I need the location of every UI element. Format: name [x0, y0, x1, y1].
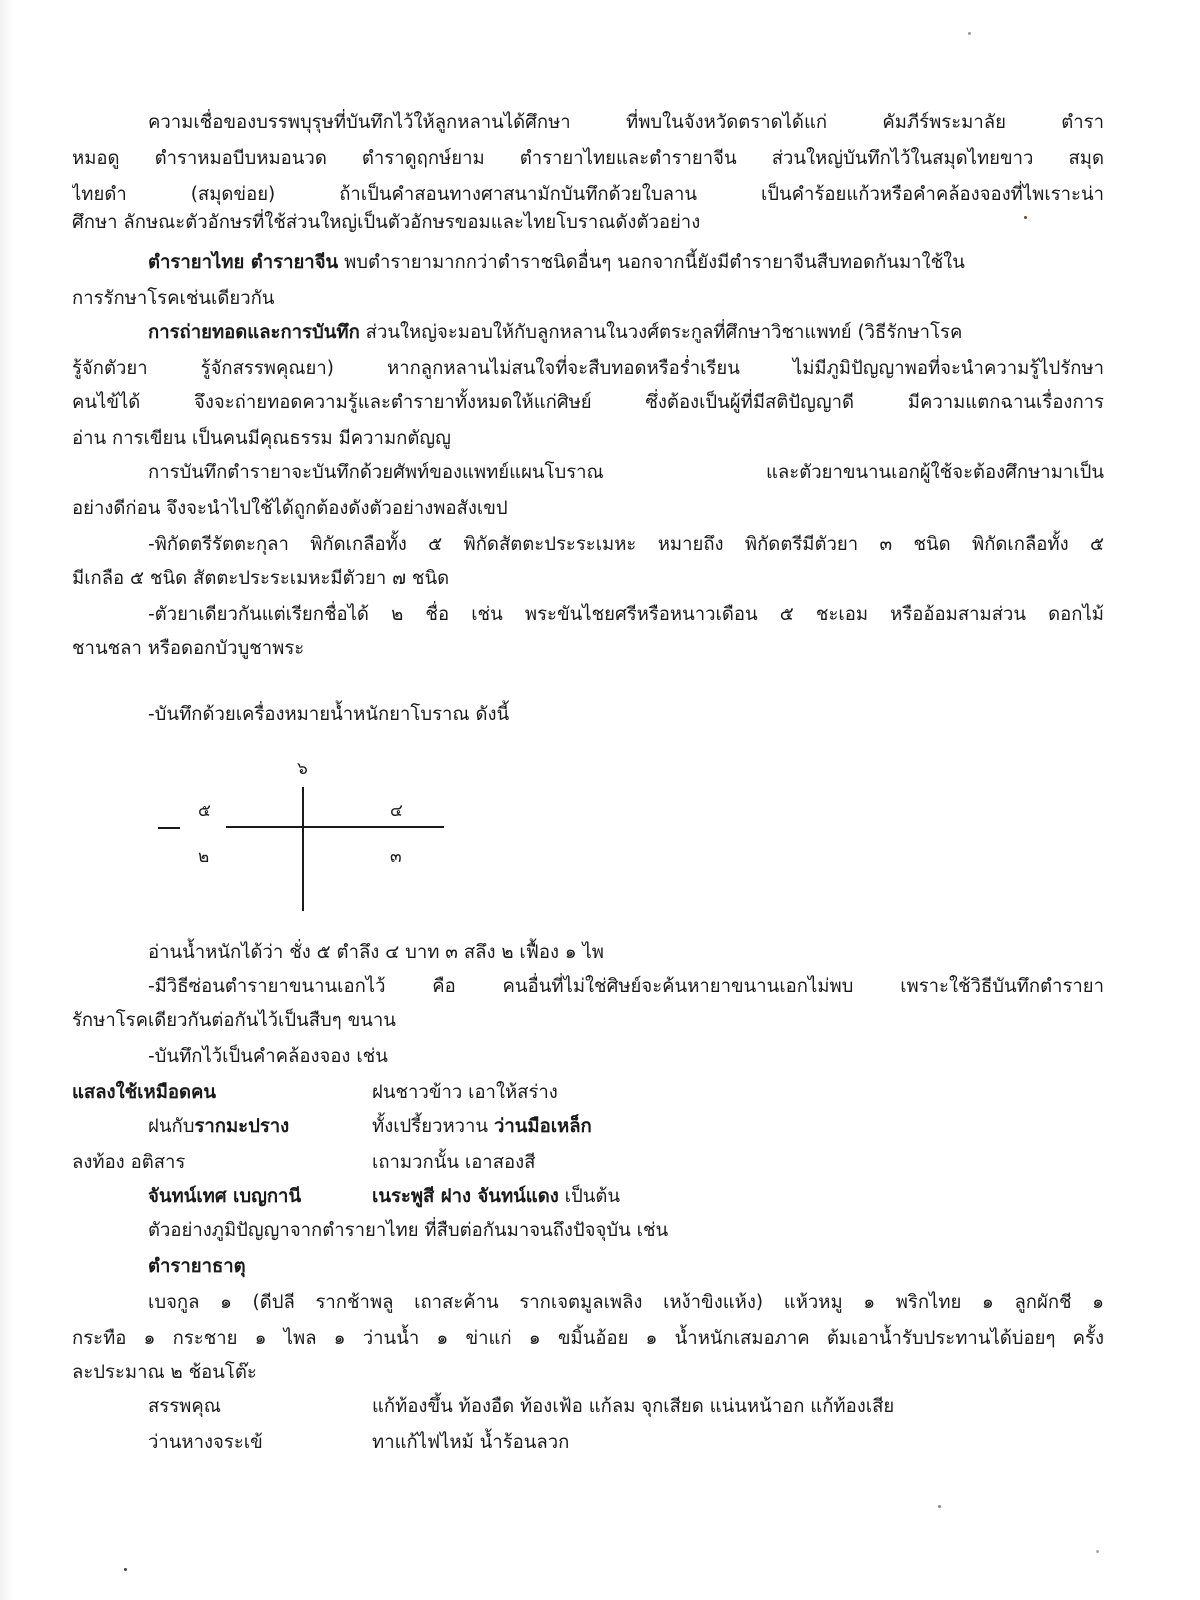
verse-4-right	[372, 1180, 620, 1214]
p1-line-4: ศึกษา ลักษณะตัวอักษรที่ใช้ส่วนใหญ่เป็นตัวอักษรขอมและไทยโบราณดังตัวอย่าง	[72, 212, 701, 233]
scan-speck	[124, 1568, 127, 1571]
verse-3-left: ลงท้อง อติสาร	[72, 1152, 186, 1173]
scan-speck	[1024, 216, 1027, 219]
diagram-right: ๔	[390, 801, 403, 821]
prop-2-label: ว่านหางจระเข้	[148, 1432, 263, 1453]
p4-line-1: การบันทึกตำรายาจะบันทึกด้วยศัพท์ของแพทย์แผนโบราณ และตัวยาขนานเอกผู้ใช้จะต้องศึกษามาเป็น	[148, 462, 1104, 483]
p2-text: พบตำรายามากกว่าตำราชนิดอื่นๆ นอกจากนี้ยังมีตำรายาจีนสืบทอดกันมาใช้ใน	[338, 252, 965, 273]
p3-line-4: อ่าน การเขียน เป็นคนมีคุณธรรม มีความกตัญญู	[72, 428, 451, 449]
p6-line-1: -ตัวยาเดียวกันแต่เรียกชื่อได้ ๒ ชื่อ เช่น พระขันไชยศรีหรือหนาวเดือน ๕ ชะเอม หรืออ้อมสามส่วน ดอกไม้	[148, 604, 1104, 625]
p13-line-2: กระทือ ๑ กระชาย ๑ ไพล ๑ ว่านน้ำ ๑ ข่าแก่ ๑ ขมิ้นอ้อย ๑ น้ำหนักเสมอภาค ต้มเอาน้ำรับประทานได้บ่อยๆ ครั้ง	[72, 1328, 1104, 1349]
p1-line-1: ความเชื่อของบรรพบุรุษที่บันทึกไว้ให้ลูกหลานได้ศึกษา ที่พบในจังหวัดตราดได้แก่ คัมภีร์พระมาลัย ตำรา	[148, 112, 1104, 133]
verse-3-right: เถามวกนั้น เอาสองสี	[372, 1152, 536, 1173]
p13-line-3: ละประมาณ ๒ ช้อนโต๊ะ	[72, 1362, 257, 1383]
prop-2-value: ทาแก้ไฟไหม้ น้ำร้อนลวก	[372, 1432, 570, 1453]
prop-1-value: แก้ท้องขึ้น ท้องอืด ท้องเฟ้อ แก้ลม จุกเสียด แน่นหน้าอก แก้ท้องเสีย	[372, 1396, 895, 1417]
p5-line-1: -พิกัดตรีรัตตะกุลา พิกัดเกลือทั้ง ๕ พิกัดสัตตะประระเมหะ หมายถึง พิกัดตรีมีตัวยา ๓ ชนิด พิกัดเกลือทั้ง ๕	[148, 534, 1104, 555]
p3-text: ส่วนใหญ่จะมอบให้กับลูกหลานในวงศ์ตระกูลที่ศึกษาวิชาแพทย์ (วิธีรักษาโรค	[359, 322, 963, 343]
verse-1-right: ฝนชาวข้าว เอาให้สร่าง	[372, 1082, 558, 1103]
weight-diagram-lines	[150, 765, 470, 925]
p2-line-1	[148, 246, 1104, 280]
p13-line-1: เบจกูล ๑ (ดีปลี รากช้าพลู เถาสะค้าน รากเจตมูลเพลิง เหง้าขิงแห้ง) แห้วหมู ๑ พริกไทย ๑ ลูกผักชี ๑	[148, 1292, 1104, 1313]
verse-2-left-bold: รากมะปราง	[194, 1116, 290, 1137]
verse-4-right-a: เนระพูสี ฝาง จันทน์แดง	[372, 1186, 559, 1207]
p1-line-2: หมอดู ตำราหมอบีบหมอนวด ตำราดูฤกษ์ยาม ตำรายาไทยและตำรายาจีน ส่วนใหญ่บันทึกไว้ในสมุดไทยขาว สมุด	[72, 148, 1104, 169]
p3-line-2: รู้จักตัวยา รู้จักสรรพคุณยา) หากลูกหลานไม่สนใจที่จะสืบทอดหรือร่ำเรียน ไม่มีภูมิปัญญาพอที่จะนำความรู้ไปรักษา	[72, 358, 1104, 379]
p7-line: -บันทึกด้วยเครื่องหมายน้ำหนักยาโบราณ ดังนี้	[148, 704, 510, 725]
p12-heading: ตำรายาธาตุ	[148, 1256, 246, 1277]
verse-4-left: จันทน์เทศ เบญกานี	[148, 1186, 302, 1207]
p3-line-1	[148, 316, 1104, 350]
verse-2-right-a: ทั้งเปรี้ยวหวาน	[372, 1116, 494, 1137]
p8-line: อ่านน้ำหนักได้ว่า ชั่ง ๕ ตำลึง ๔ บาท ๓ สลึง ๒ เฟื้อง ๑ ไพ	[148, 942, 605, 963]
scan-speck	[968, 32, 971, 35]
verse-2-right	[372, 1110, 592, 1144]
scan-speck	[938, 1505, 941, 1508]
p2-line-2: การรักษาโรคเช่นเดียวกัน	[72, 288, 275, 309]
p4-line-2: อย่างดีก่อน จึงจะนำไปใช้ได้ถูกต้องดังตัวอย่างพอสังเขป	[72, 498, 508, 519]
scan-speck	[1096, 1550, 1099, 1553]
p11-line: ตัวอย่างภูมิปัญญาจากตำรายาไทย ที่สืบต่อกันมาจนถึงปัจจุบัน เช่น	[148, 1220, 669, 1241]
p6-line-2: ชานชลา หรือดอกบัวบูชาพระ	[72, 638, 305, 659]
diagram-left: ๕	[198, 801, 211, 821]
prop-1-label: สรรพคุณ	[148, 1396, 221, 1417]
verse-2-left: ฝนกับรากมะปราง	[148, 1116, 290, 1137]
p3-line-3: คนไข้ได้ จึงจะถ่ายทอดความรู้และตำรายาทั้งหมดให้แก่ศิษย์ ซึ่งต้องเป็นผู้ที่มีสติปัญญาดี มีความแตกฉานเรื่องการ	[72, 392, 1104, 413]
p5-line-2: มีเกลือ ๕ ชนิด สัตตะประระเมหะมีตัวยา ๗ ชนิด	[72, 568, 450, 589]
diagram-top: ๖	[297, 759, 308, 779]
verse-1-left: แสลงใช้เหมือดคน	[72, 1082, 217, 1103]
p1-line-3: ไทยดำ (สมุดข่อย) ถ้าเป็นคำสอนทางศาสนามักบันทึกด้วยใบลาน เป็นคำร้อยแก้วหรือคำคล้องจองที่ไพเราะน่า	[72, 184, 1104, 205]
p9-line-2: รักษาโรคเดียวกันต่อกันไว้เป็นสืบๆ ขนาน	[72, 1010, 396, 1031]
scan-edge-shadow	[0, 0, 14, 1600]
diagram-bottom-right: ๓	[390, 847, 402, 867]
p9-line-1: -มีวิธีซ่อนตำรายาขนานเอกไว้ คือ คนอื่นที่ไม่ใช่ศิษย์จะค้นหายาขนานเอกไม่พบ เพราะใช้วิธีบันทึกตำรายา	[148, 976, 1104, 997]
p3-heading: การถ่ายทอดและการบันทึก	[148, 322, 360, 343]
p2-heading: ตำรายาไทย ตำรายาจีน	[148, 252, 339, 273]
diagram-bottom-left: ๒	[198, 847, 210, 867]
p10-line: -บันทึกไว้เป็นคำคล้องจอง เช่น	[148, 1046, 388, 1067]
weight-diagram	[150, 759, 470, 925]
verse-2-right-b: ว่านมือเหล็ก	[493, 1116, 592, 1137]
verse-4-right-b: เป็นต้น	[558, 1186, 621, 1207]
